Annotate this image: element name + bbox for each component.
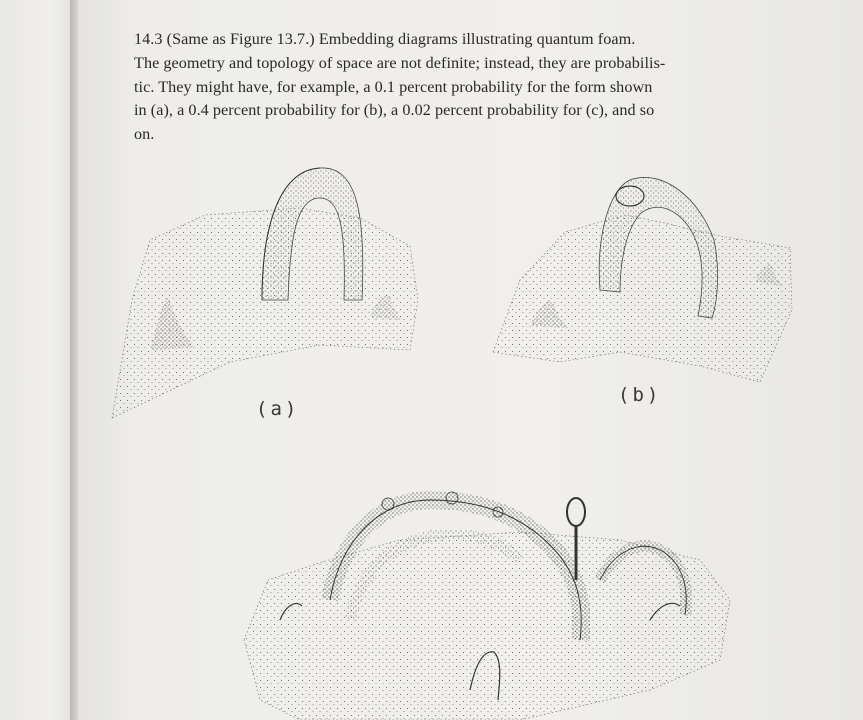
caption-line-4: in (a), a 0.4 percent probability for (b), a 0.02 percent probability for (c), and so: [134, 101, 655, 120]
panel-c-drawing: [244, 492, 730, 720]
panel-b-label: (b): [618, 384, 662, 406]
caption-line-1: 14.3 (Same as Figure 13.7.) Embedding diagrams illustrating quantum foam.: [134, 30, 636, 48]
caption-line-3: tic. They might have, for example, a 0.1 percent probability for the form shown: [134, 77, 653, 96]
panel-b-drawing: [493, 177, 792, 382]
panel-a-drawing: [112, 168, 418, 418]
panel-a-label: (a): [256, 398, 300, 420]
caption-line-5: on.: [134, 125, 155, 144]
caption-line-2: The geometry and topology of space are not definite; instead, they are probabilis-: [134, 53, 666, 72]
